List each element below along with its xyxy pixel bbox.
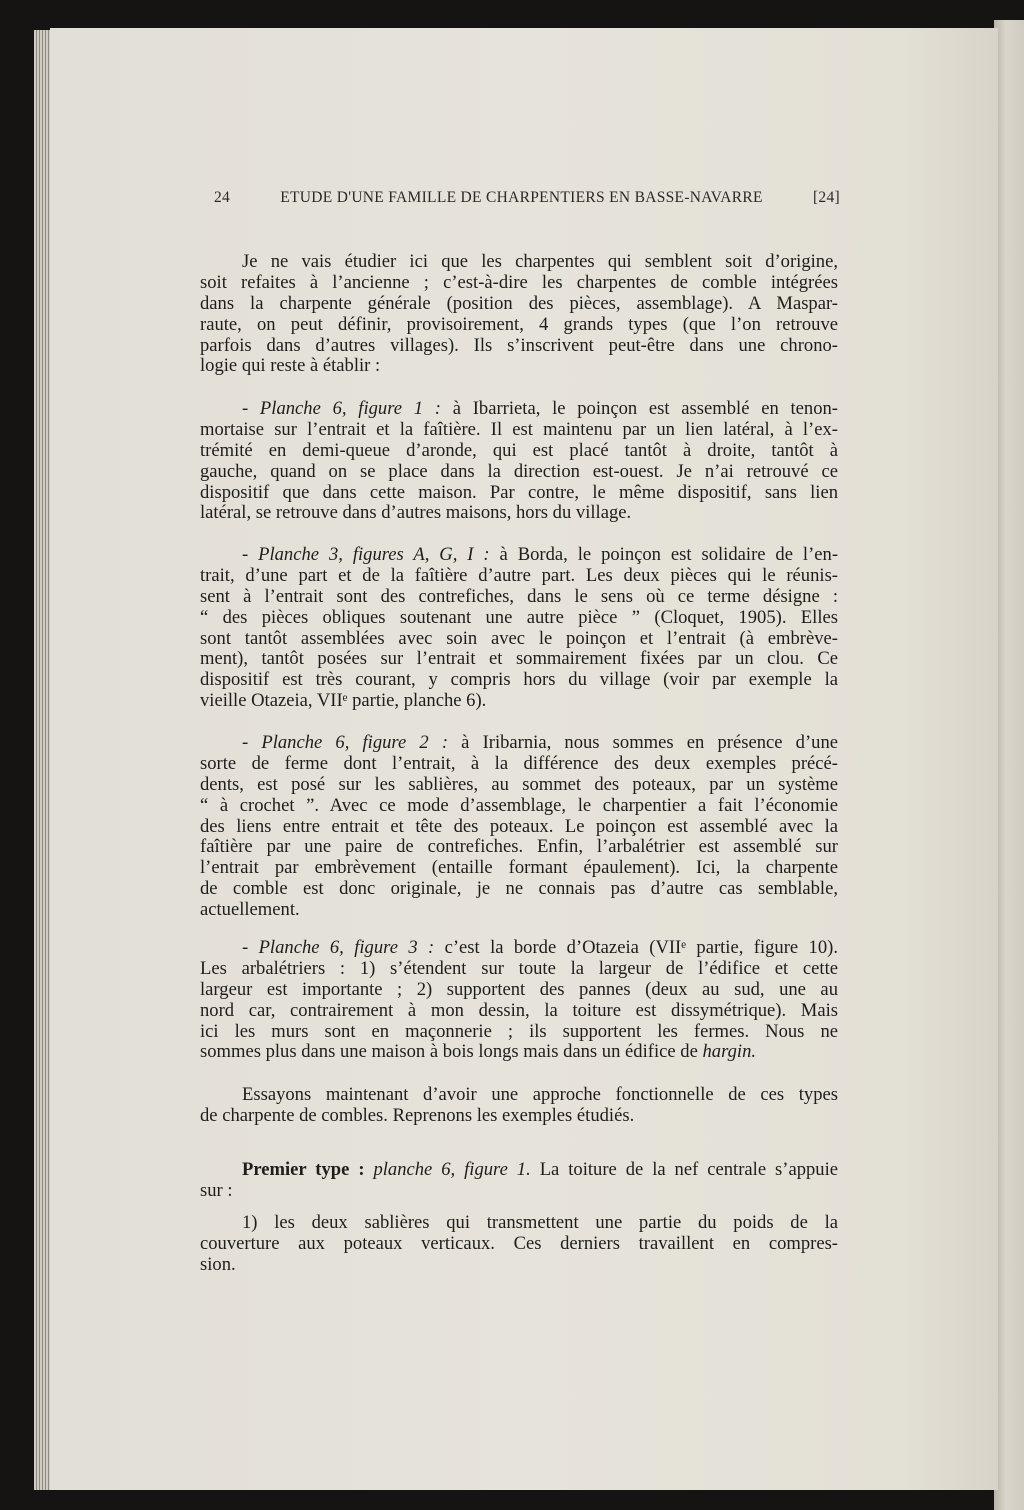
text-line xyxy=(200,336,838,357)
line-text: ment), tantôt posées sur l’entrait et sommairement fixées par un clou. Ce xyxy=(200,649,838,670)
italic-text: planche 6, figure 1. xyxy=(373,1160,531,1180)
line-text: des liens entre entrait et tête des poteaux. Le poinçon est assemblé avec la xyxy=(200,816,838,837)
line-text: parfois dans d’autres villages). Ils s’inscrivent peut-être dans une chrono- xyxy=(200,335,838,356)
line-text: dents, est posé sur les sablières, au sommet des poteaux, par un système xyxy=(200,774,838,795)
line-text: à Iribarnia, nous sommes en présence d’une xyxy=(448,733,838,753)
line-text: trémité en demi-queue d’aronde, qui est placé tantôt à droite, tantôt à xyxy=(200,440,838,461)
line-text: dans la charpente générale (position des pièces, assemblage). A Maspar- xyxy=(200,293,838,314)
line-text: raute, on peut définir, provisoirement, 4 grands types (que l’on retrouve xyxy=(200,314,838,335)
line-text: à Borda, le poinçon est solidaire de l’en- xyxy=(489,545,838,565)
line-text: Je ne vais étudier ici que les charpentes qui semblent soit d’origine, xyxy=(242,252,838,272)
line-text: Les arbalétriers : 1) s’étendent sur toute la largeur de l’édifice et cette xyxy=(200,958,838,979)
paragraph xyxy=(200,1213,838,1276)
line-text: dispositif que dans cette maison. Par contre, le même dispositif, sans lien xyxy=(200,482,838,503)
line-text: largeur est importante ; 2) supportent des pannes (deux au sud, une au xyxy=(200,979,838,1000)
text-line xyxy=(200,980,838,1001)
text-line xyxy=(200,858,838,879)
text-line xyxy=(200,629,838,650)
text-line xyxy=(200,356,838,377)
text-line xyxy=(200,1001,838,1022)
text-line xyxy=(200,608,838,629)
running-title: ETUDE D'UNE FAMILLE DE CHARPENTIERS EN BASSE-NAVARRE xyxy=(280,189,763,206)
bold-heading: Premier type : xyxy=(242,1160,374,1180)
italic-text: hargin. xyxy=(702,1042,757,1063)
paragraph xyxy=(200,733,838,921)
line-text: couverture aux poteaux verticaux. Ces derniers travaillent en compres- xyxy=(200,1233,838,1254)
text-line xyxy=(200,252,838,273)
line-text: faîtière par une paire de contrefiches. Enfin, l’arbalétrier est assemblé sur xyxy=(200,837,838,858)
text-line xyxy=(200,959,838,980)
line-text: à Ibarrieta, le poinçon est assemblé en tenon- xyxy=(441,399,838,419)
line-text: “ des pièces obliques soutenant une autre pièce ” (Cloquet, 1905). Elles xyxy=(200,607,838,628)
line-text: Essayons maintenant d’avoir une approche fonctionnelle de ces types xyxy=(242,1085,838,1105)
line-text: de charpente de combles. Reprenons les exemples étudiés. xyxy=(200,1105,635,1126)
paragraph xyxy=(200,1160,838,1202)
line-text: sont tantôt assemblées avec soin avec le poinçon et l’entrait (à embrève- xyxy=(200,628,838,649)
text-line xyxy=(200,1213,838,1234)
line-text: vieille Otazeia, VIIᵉ partie, planche 6). xyxy=(200,691,487,712)
text-line xyxy=(200,691,838,712)
text-line xyxy=(200,900,838,921)
line-text: sorte de ferme dont l’entrait, à la différence des deux exemples précé- xyxy=(200,753,838,774)
text-line xyxy=(200,420,838,441)
text-line xyxy=(200,1234,838,1255)
paragraph xyxy=(200,545,838,712)
line-text: nord car, contrairement à mon dessin, la toiture est dissymétrique). Mais xyxy=(200,1000,838,1021)
running-header xyxy=(214,189,840,207)
line-text: sur : xyxy=(200,1180,233,1201)
text-line xyxy=(200,1255,838,1276)
text-line xyxy=(200,1085,838,1106)
text-line xyxy=(200,1042,838,1063)
line-text: trait, d’une part et de la faîtière d’autre part. Les deux pièces qui le réunis- xyxy=(200,565,838,586)
line-text: logie qui reste à établir : xyxy=(200,356,381,377)
text-line xyxy=(200,399,838,420)
line-text: de comble est donc originale, je ne connais pas d’autre cas semblable, xyxy=(200,879,838,900)
line-text: sion. xyxy=(200,1254,236,1275)
text-line xyxy=(200,315,838,336)
line-text: sommes plus dans une maison à bois longs mais dans un édifice de xyxy=(200,1042,703,1063)
text-line xyxy=(200,566,838,587)
text-line xyxy=(200,1181,838,1202)
text-line xyxy=(200,670,838,691)
text-line xyxy=(200,1160,838,1181)
italic-text: - Planche 3, figures A, G, I : xyxy=(242,545,490,565)
page-number: 24 xyxy=(214,189,231,206)
italic-text: - Planche 6, figure 2 : xyxy=(242,733,449,753)
text-line xyxy=(200,462,838,483)
line-text: l’entrait par embrèvement (entaille formant épaulement). Ici, la charpente xyxy=(200,858,838,879)
text-line xyxy=(200,441,838,462)
line-text: dispositif est très courant, y compris hors du village (voir par exemple la xyxy=(200,670,838,691)
text-line xyxy=(200,796,838,817)
text-line xyxy=(200,649,838,670)
text-line xyxy=(200,273,838,294)
text-line xyxy=(200,754,838,775)
text-line xyxy=(200,587,838,608)
line-text: sent à l’entrait sont des contrefiches, dans le sens où ce terme désigne : xyxy=(200,586,838,607)
text-line xyxy=(200,879,838,900)
next-page-edge xyxy=(994,20,1024,1510)
text-line xyxy=(200,938,838,959)
line-text: mortaise sur l’entrait et la faîtière. Il est maintenu par un lien latéral, à l’ex- xyxy=(200,419,838,440)
text-line xyxy=(200,817,838,838)
line-text: ici les murs sont en maçonnerie ; ils supportent les fermes. Nous ne xyxy=(200,1021,838,1042)
italic-text: - Planche 6, figure 1 : xyxy=(242,399,441,419)
text-line xyxy=(200,294,838,315)
text-line xyxy=(200,733,838,754)
text-line xyxy=(200,775,838,796)
text-line xyxy=(200,837,838,858)
line-text: soit refaites à l’ancienne ; c’est-à-dire les charpentes de comble intégrées xyxy=(200,272,838,293)
text-line xyxy=(200,545,838,566)
paragraph xyxy=(200,1085,838,1127)
line-text: latéral, se retrouve dans d’autres maisons, hors du village. xyxy=(200,503,632,524)
line-text: “ à crochet ”. Avec ce mode d’assemblage, le charpentier a fait l’économie xyxy=(200,795,838,816)
bracket-page-number: [24] xyxy=(812,189,840,206)
text-line xyxy=(200,483,838,504)
line-text: actuellement. xyxy=(200,900,300,921)
line-text: La toiture de la nef centrale s’appuie xyxy=(530,1160,838,1180)
paragraph xyxy=(200,252,838,377)
text-line xyxy=(200,1106,838,1127)
text-line xyxy=(200,1022,838,1043)
line-text: 1) les deux sablières qui transmettent une partie du poids de la xyxy=(242,1213,838,1233)
paragraph xyxy=(200,938,838,1063)
line-text: gauche, quand on se place dans la direction est-ouest. Je n’ai retrouvé ce xyxy=(200,461,838,482)
line-text: c’est la borde d’Otazeia (VIIᵉ partie, figure 10). xyxy=(434,938,838,958)
italic-text: - Planche 6, figure 3 : xyxy=(242,938,435,958)
paragraph xyxy=(200,399,838,524)
text-line xyxy=(200,503,838,524)
